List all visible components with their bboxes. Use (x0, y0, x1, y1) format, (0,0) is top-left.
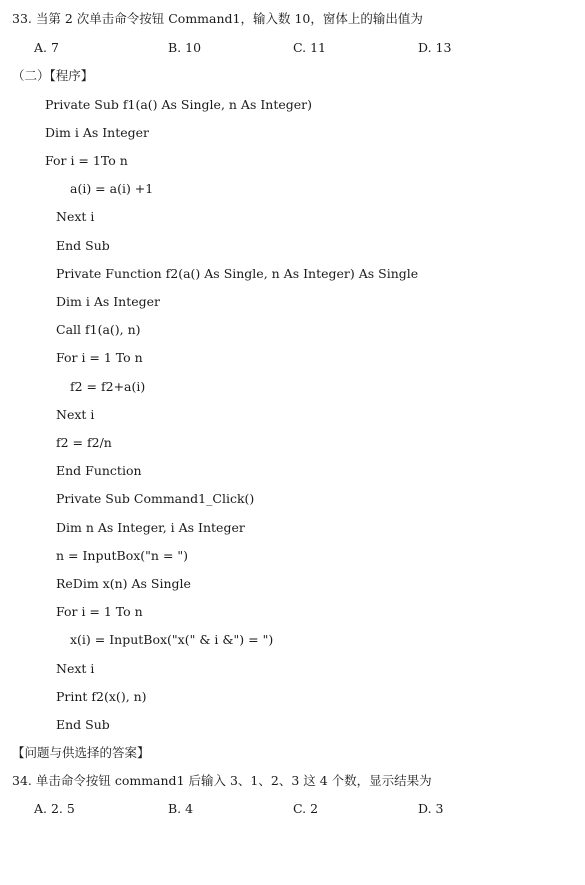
code-line: Private Sub f1(a() As Single, n As Integer) (45, 97, 312, 112)
code-line: ReDim x(n) As Single (56, 576, 191, 591)
code-line: Next i (56, 407, 95, 422)
code-line: End Sub (56, 238, 110, 253)
code-line: Next i (56, 209, 95, 224)
section-header-program: （二）【程序】 (12, 68, 94, 83)
question-34-option-a: A. 2. 5 (34, 801, 75, 816)
code-line: For i = 1 To n (56, 350, 143, 365)
code-line: Print f2(x(), n) (56, 689, 147, 704)
code-line: Dim i As Integer (56, 294, 161, 309)
question-34-stem: 34. 单击命令按钮 command1 后输入 3、1、2、3 这 4 个数，显示结果为 (12, 773, 432, 788)
question-34-option-c: C. 2 (293, 801, 319, 816)
question-34-option-d: D. 3 (418, 801, 444, 816)
code-line: For i = 1 To n (56, 604, 143, 619)
question-33-option-c: C. 11 (293, 40, 326, 55)
answers-header: 【问题与供选择的答案】 (12, 745, 150, 760)
question-33-option-d: D. 13 (418, 40, 452, 55)
code-line: f2 = f2/n (56, 435, 112, 450)
question-33-option-a: A. 7 (34, 40, 59, 55)
question-34-option-b: B. 4 (168, 801, 194, 816)
question-33-stem: 33. 当第 2 次单击命令按钮 Command1，输入数 10，窗体上的输出值为 (12, 11, 423, 26)
code-line: x(i) = InputBox("x(" & i &") = ") (70, 632, 274, 647)
code-line: End Sub (56, 717, 110, 732)
code-line: f2 = f2+a(i) (70, 379, 146, 394)
code-line: Private Function f2(a() As Single, n As Integer) As Single (56, 266, 419, 281)
code-line: For i = 1To n (45, 153, 128, 168)
code-line: Call f1(a(), n) (56, 322, 141, 337)
code-line: Dim i As Integer (45, 125, 150, 140)
code-line: n = InputBox("n = ") (56, 548, 189, 563)
code-line: End Function (56, 463, 142, 478)
question-33-option-b: B. 10 (168, 40, 202, 55)
code-line: Dim n As Integer, i As Integer (56, 520, 245, 535)
code-line: Next i (56, 661, 95, 676)
code-line: a(i) = a(i) +1 (70, 181, 154, 196)
code-line: Private Sub Command1_Click() (56, 491, 255, 506)
